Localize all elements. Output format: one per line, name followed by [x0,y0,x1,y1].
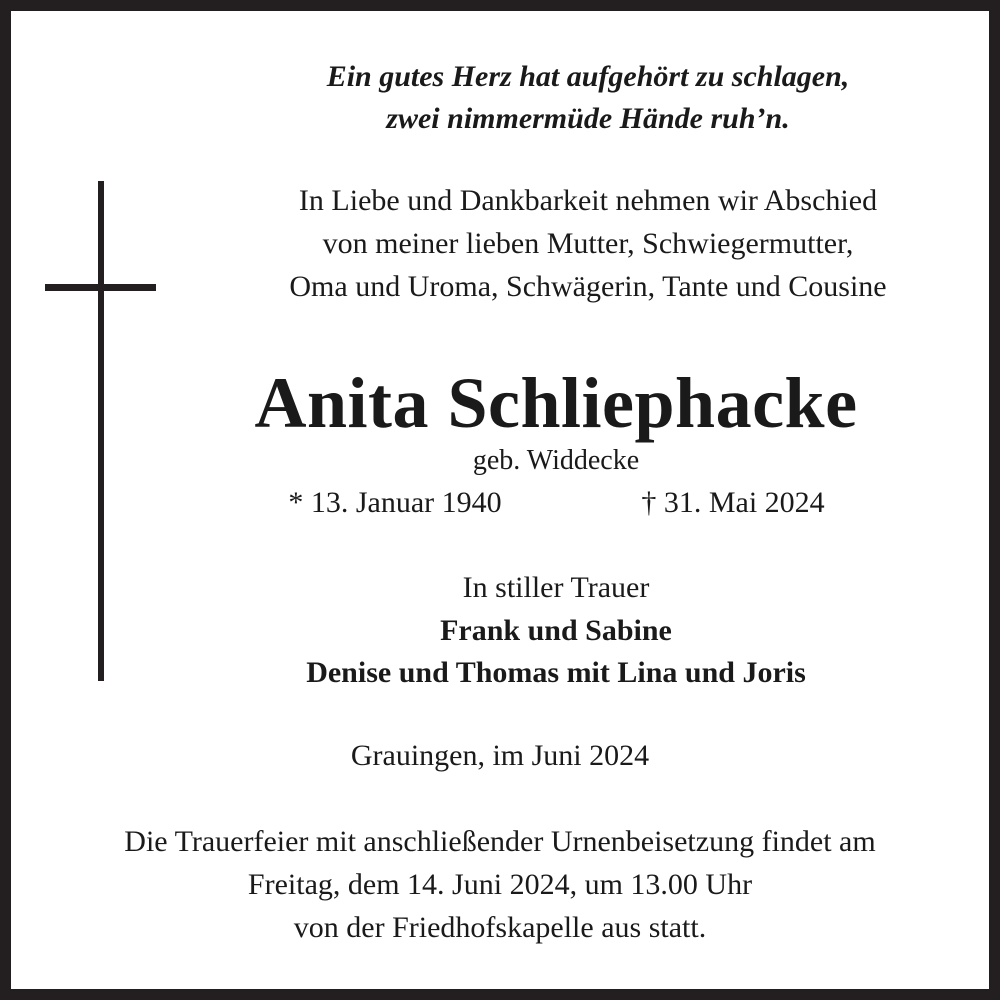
mourners-line-2: Denise und Thomas mit Lina und Joris [306,656,806,689]
mourners-line-1: Frank und Sabine [440,614,672,647]
maiden-name: geb. Widdecke [472,445,640,476]
service-line-3: von der Friedhofskapelle aus statt. [293,911,707,944]
service-line-1: Die Trauerfeier mit anschließender Urnenbeisetzung findet am [124,825,876,858]
death-date: † 31. Mai 2024 [641,486,825,519]
place-and-date: Grauingen, im Juni 2024 [350,739,650,772]
service-line-2: Freitag, dem 14. Juni 2024, um 13.00 Uhr [247,868,753,901]
intro-line-1: In Liebe und Dankbarkeit nehmen wir Abschied [298,184,878,217]
intro-line-2: von meiner lieben Mutter, Schwiegermutter, [322,227,854,260]
birth-date: * 13. Januar 1940 [288,486,502,519]
motto-line-1: Ein gutes Herz hat aufgehört zu schlagen, [326,60,850,93]
cross-icon-horizontal-bar [45,284,156,291]
cross-icon-vertical-bar [98,181,104,681]
mourners-title: In stiller Trauer [462,571,650,604]
motto-line-2: zwei nimmermüde Hände ruh’n. [386,102,790,135]
intro-line-3: Oma und Uroma, Schwägerin, Tante und Cousine [289,270,887,303]
deceased-name: Anita Schliephacke [254,363,858,443]
